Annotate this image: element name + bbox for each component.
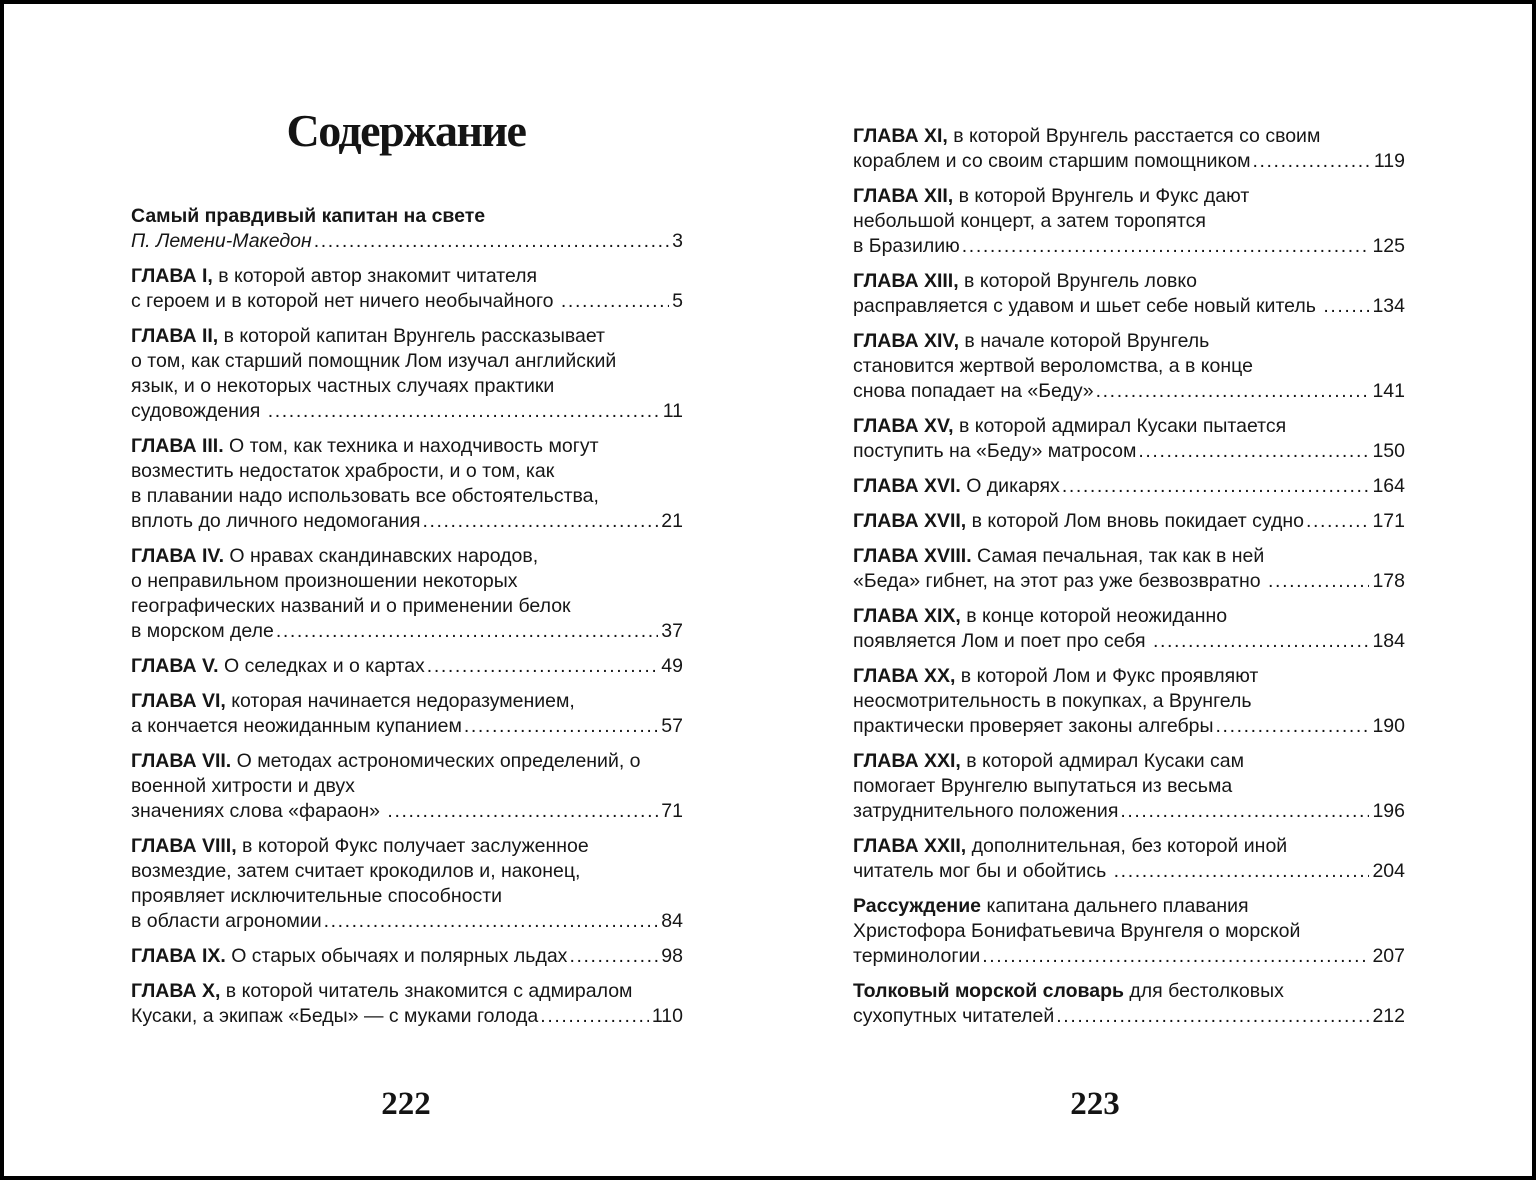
toc-entry bbox=[131, 979, 683, 1029]
toc-page-number: 57 bbox=[661, 715, 683, 737]
toc-line bbox=[853, 509, 1405, 534]
toc-entry-text: возмездие, затем считает крокодилов и, наконец, bbox=[131, 860, 581, 882]
toc-entry-text: в которой капитан Врунгель рассказывает bbox=[218, 325, 605, 347]
toc-line bbox=[131, 434, 683, 459]
toc-line bbox=[853, 414, 1405, 439]
toc-entry-text: кораблем и со своим старшим помощником bbox=[853, 150, 1251, 172]
dot-leader bbox=[274, 619, 658, 644]
toc-entry-text: дополнительная, без которой иной bbox=[966, 835, 1288, 857]
toc-line bbox=[131, 749, 683, 774]
toc-line bbox=[131, 204, 683, 229]
toc-entry-text: Кусаки, а экипаж «Беды» — с муками голода bbox=[131, 1005, 539, 1027]
toc-entry-text: Христофора Бонифатьевича Врунгеля о морской bbox=[853, 920, 1301, 942]
dot-leader bbox=[559, 289, 669, 314]
dot-leader bbox=[1321, 294, 1369, 319]
toc-entry bbox=[853, 124, 1405, 174]
toc-line bbox=[853, 379, 1405, 404]
toc-line bbox=[131, 799, 683, 824]
toc-entry bbox=[853, 604, 1405, 654]
toc-line bbox=[853, 979, 1405, 1004]
toc-entry bbox=[853, 329, 1405, 404]
toc-entry-text: капитана дальнего плавания bbox=[981, 895, 1249, 917]
toc-entry-text: О том, как техника и находчивость могут bbox=[223, 435, 599, 457]
toc-entry-text: возместить недостаток храбрости, и о том, как bbox=[131, 460, 555, 482]
toc-page-number: 98 bbox=[661, 945, 683, 967]
dot-leader bbox=[980, 944, 1369, 969]
toc-line bbox=[853, 234, 1405, 259]
toc-entry-heading: ГЛАВА X, bbox=[131, 980, 221, 1002]
toc-line bbox=[131, 544, 683, 569]
dot-leader bbox=[385, 799, 658, 824]
toc-entry-text: в конце которой неожиданно bbox=[960, 605, 1228, 627]
toc-entry-heading: ГЛАВА XX, bbox=[853, 665, 956, 687]
dot-leader bbox=[266, 399, 660, 424]
toc-page-number: 119 bbox=[1373, 150, 1405, 172]
toc-line bbox=[131, 349, 683, 374]
dot-leader bbox=[312, 229, 669, 254]
toc-page-number: 150 bbox=[1372, 440, 1405, 462]
toc-line bbox=[853, 774, 1405, 799]
right-page-number: 223 bbox=[1070, 1086, 1120, 1122]
toc-page-number: 71 bbox=[661, 800, 683, 822]
toc-entry-text: в которой Врунгель и Фукс дают bbox=[953, 185, 1250, 207]
toc-entry bbox=[131, 689, 683, 739]
toc-entry-text: Самая печальная, так как в ней bbox=[971, 545, 1265, 567]
toc-entry-heading: ГЛАВА XI, bbox=[853, 125, 948, 147]
dot-leader bbox=[1214, 714, 1370, 739]
toc-page-number: 5 bbox=[672, 290, 683, 312]
toc-line bbox=[853, 354, 1405, 379]
toc-page-number: 190 bbox=[1372, 715, 1405, 737]
toc-entry-text: проявляет исключительные способности bbox=[131, 885, 503, 907]
toc-line bbox=[131, 884, 683, 909]
toc-line bbox=[853, 569, 1405, 594]
toc-line bbox=[131, 264, 683, 289]
toc-line bbox=[131, 229, 683, 254]
toc-entry-text: в которой Фукс получает заслуженное bbox=[236, 835, 589, 857]
toc-entry-text: О дикарях bbox=[960, 475, 1060, 497]
toc-entry-heading: ГЛАВА VIII, bbox=[131, 835, 237, 857]
dot-leader bbox=[420, 509, 658, 534]
toc-entry-text: с героем и в которой нет ничего необычайного bbox=[131, 290, 559, 312]
toc-entry bbox=[853, 509, 1405, 534]
toc-entry-heading: ГЛАВА IV. bbox=[131, 545, 224, 567]
toc-entry-heading: ГЛАВА XXI, bbox=[853, 750, 961, 772]
toc-entry-heading: ГЛАВА XIII, bbox=[853, 270, 959, 292]
toc-entry bbox=[131, 324, 683, 424]
toc-line bbox=[853, 604, 1405, 629]
toc-line bbox=[131, 944, 683, 969]
toc-line bbox=[131, 509, 683, 534]
dot-leader bbox=[538, 1004, 649, 1029]
toc-line bbox=[853, 184, 1405, 209]
toc-entry-heading: ГЛАВА II, bbox=[131, 325, 219, 347]
toc-entry-text: небольшой концерт, а затем торопятся bbox=[853, 210, 1206, 232]
toc-entry-text: судовождения bbox=[131, 400, 266, 422]
toc-entry-heading: ГЛАВА XII, bbox=[853, 185, 954, 207]
toc-entry-text: а кончается неожиданным купанием bbox=[131, 715, 462, 737]
toc-entry bbox=[853, 414, 1405, 464]
toc-entry-text: в которой Лом вновь покидает судно bbox=[966, 510, 1304, 532]
toc-entry-text: вплоть до личного недомогания bbox=[131, 510, 421, 532]
left-page-number: 222 bbox=[381, 1086, 431, 1122]
dot-leader bbox=[322, 909, 659, 934]
toc-line bbox=[131, 619, 683, 644]
toc-entry bbox=[853, 834, 1405, 884]
dot-leader bbox=[1136, 439, 1369, 464]
dot-leader bbox=[1304, 509, 1369, 534]
toc-entry-text: в которой Врунгель расстается со своим bbox=[947, 125, 1321, 147]
toc-line bbox=[131, 859, 683, 884]
toc-line bbox=[131, 374, 683, 399]
toc-entry-heading: ГЛАВА III. bbox=[131, 435, 224, 457]
toc-line bbox=[853, 629, 1405, 654]
toc-entry-heading: ГЛАВА IX. bbox=[131, 945, 226, 967]
toc-line bbox=[853, 294, 1405, 319]
toc-entry-text: поступить на «Беду» матросом bbox=[853, 440, 1137, 462]
toc-entry-text: снова попадает на «Беду» bbox=[853, 380, 1094, 402]
toc-entry-text: «Беда» гибнет, на этот раз уже безвозвратно bbox=[853, 570, 1267, 592]
toc-page-number: 141 bbox=[1372, 380, 1405, 402]
toc-page-number: 11 bbox=[662, 400, 683, 422]
toc-line bbox=[853, 269, 1405, 294]
dot-leader bbox=[1094, 379, 1370, 404]
toc-line bbox=[853, 329, 1405, 354]
toc-page-number: 125 bbox=[1372, 235, 1405, 257]
toc-entry-text: в начале которой Врунгель bbox=[959, 330, 1210, 352]
toc-entry bbox=[131, 544, 683, 644]
toc-entry-heading: ГЛАВА XVI. bbox=[853, 475, 961, 497]
toc-line bbox=[853, 664, 1405, 689]
toc-entry-text: для бестолковых bbox=[1123, 980, 1284, 1002]
toc-entry bbox=[131, 749, 683, 824]
toc-entry-text: в которой автор знакомит читателя bbox=[212, 265, 538, 287]
toc-entry-text: затруднительного положения bbox=[853, 800, 1119, 822]
toc-entry-text: в которой Лом и Фукс проявляют bbox=[955, 665, 1259, 687]
toc-entry-text: в области агрономии bbox=[131, 910, 322, 932]
toc-line bbox=[853, 149, 1405, 174]
toc-page-number: 178 bbox=[1372, 570, 1405, 592]
toc-line bbox=[131, 979, 683, 1004]
toc-entry-text: язык, и о некоторых частных случаях практики bbox=[131, 375, 555, 397]
toc-entry-heading: ГЛАВА V. bbox=[131, 655, 219, 677]
toc-entry-heading: ГЛАВА XIX, bbox=[853, 605, 961, 627]
dot-leader bbox=[1251, 149, 1371, 174]
toc-line bbox=[853, 919, 1405, 944]
toc-entry-text: в Бразилию bbox=[853, 235, 960, 257]
dot-leader bbox=[1266, 569, 1369, 594]
toc-line bbox=[131, 654, 683, 679]
toc-entry bbox=[853, 664, 1405, 739]
dot-leader bbox=[1151, 629, 1370, 654]
toc-page-number: 134 bbox=[1372, 295, 1405, 317]
toc-entry bbox=[853, 894, 1405, 969]
toc-page-number: 204 bbox=[1372, 860, 1405, 882]
toc-line bbox=[131, 289, 683, 314]
toc-entry bbox=[131, 434, 683, 534]
toc-page-number: 164 bbox=[1372, 475, 1405, 497]
toc-entry-text: в морском деле bbox=[131, 620, 274, 642]
toc-entry-text: О селедках и о картах bbox=[218, 655, 425, 677]
toc-entry bbox=[853, 474, 1405, 499]
toc-entry-heading: ГЛАВА VII. bbox=[131, 750, 232, 772]
dot-leader bbox=[462, 714, 658, 739]
toc-page-number: 3 bbox=[672, 230, 683, 252]
toc-entry bbox=[853, 269, 1405, 319]
toc-line bbox=[131, 834, 683, 859]
toc-line bbox=[131, 774, 683, 799]
toc-entry-heading: ГЛАВА XVII, bbox=[853, 510, 967, 532]
toc-line bbox=[131, 484, 683, 509]
toc-line bbox=[853, 859, 1405, 884]
toc-line bbox=[853, 439, 1405, 464]
toc-entry-heading: Рассуждение bbox=[853, 895, 982, 917]
toc-entry-text: помогает Врунгелю выпутаться из весьма bbox=[853, 775, 1233, 797]
toc-entry-text: в плавании надо использовать все обстоятельства, bbox=[131, 485, 599, 507]
dot-leader bbox=[425, 654, 659, 679]
toc-page-number: 212 bbox=[1372, 1005, 1405, 1027]
toc-entry bbox=[131, 204, 683, 254]
dot-leader bbox=[1112, 859, 1370, 884]
toc-title: Содержание bbox=[286, 105, 526, 156]
toc-line bbox=[853, 689, 1405, 714]
toc-page-number: 21 bbox=[661, 510, 683, 532]
toc-line bbox=[853, 714, 1405, 739]
toc-line bbox=[853, 894, 1405, 919]
dot-leader bbox=[1054, 1004, 1369, 1029]
toc-entry-text: географических названий и о применении белок bbox=[131, 595, 571, 617]
toc-entry-heading: ГЛАВА XXII, bbox=[853, 835, 967, 857]
toc-entry-text: в которой Врунгель ловко bbox=[958, 270, 1197, 292]
toc-entry-text: появляется Лом и поет про себя bbox=[853, 630, 1151, 652]
toc-page-number: 207 bbox=[1372, 945, 1405, 967]
toc-entry-text: О нравах скандинавских народов, bbox=[224, 545, 539, 567]
toc-entry bbox=[853, 184, 1405, 259]
toc-entry-text: сухопутных читателей bbox=[853, 1005, 1055, 1027]
toc-entry-text: о том, как старший помощник Лом изучал английский bbox=[131, 350, 617, 372]
toc-line bbox=[131, 569, 683, 594]
toc-entry bbox=[853, 979, 1405, 1029]
toc-page-number: 110 bbox=[651, 1005, 683, 1027]
toc-entry-text: которая начинается недоразумением, bbox=[225, 690, 575, 712]
left-page-toc-list bbox=[131, 204, 683, 1039]
toc-page-number: 171 bbox=[1372, 510, 1405, 532]
toc-entry-text: расправляется с удавом и шьет себе новый китель bbox=[853, 295, 1322, 317]
toc-entry-author: П. Лемени-Македон bbox=[131, 230, 312, 252]
toc-entry bbox=[131, 944, 683, 969]
toc-line bbox=[131, 714, 683, 739]
toc-entry-heading: ГЛАВА XIV, bbox=[853, 330, 960, 352]
toc-entry-text: О методах астрономических определений, о bbox=[231, 750, 641, 772]
toc-entry-text: терминологии bbox=[853, 945, 981, 967]
dot-leader bbox=[960, 234, 1370, 259]
toc-line bbox=[853, 124, 1405, 149]
toc-line bbox=[853, 544, 1405, 569]
toc-page-number: 184 bbox=[1372, 630, 1405, 652]
toc-page-number: 37 bbox=[661, 620, 683, 642]
right-page-toc-list bbox=[853, 124, 1405, 1039]
toc-entry-text: в которой адмирал Кусаки сам bbox=[960, 750, 1245, 772]
toc-entry-heading: ГЛАВА I, bbox=[131, 265, 213, 287]
toc-entry-heading: ГЛАВА XV, bbox=[853, 415, 954, 437]
toc-line bbox=[853, 749, 1405, 774]
toc-entry bbox=[853, 749, 1405, 824]
toc-entry-text: практически проверяет законы алгебры bbox=[853, 715, 1214, 737]
toc-entry-text: военной хитрости и двух bbox=[131, 775, 355, 797]
toc-line bbox=[853, 1004, 1405, 1029]
toc-entry-heading: ГЛАВА VI, bbox=[131, 690, 226, 712]
toc-line bbox=[131, 689, 683, 714]
toc-line bbox=[853, 834, 1405, 859]
dot-leader bbox=[1060, 474, 1370, 499]
toc-page-number: 49 bbox=[661, 655, 683, 677]
toc-entry bbox=[131, 834, 683, 934]
toc-entry-heading: Самый правдивый капитан на свете bbox=[131, 205, 486, 227]
toc-entry-text: в которой читатель знакомится с адмиралом bbox=[220, 980, 633, 1002]
toc-line bbox=[131, 459, 683, 484]
toc-entry-text: становится жертвой вероломства, а в конце bbox=[853, 355, 1253, 377]
toc-entry-text: значениях слова «фараон» bbox=[131, 800, 386, 822]
toc-line bbox=[131, 324, 683, 349]
toc-line bbox=[853, 944, 1405, 969]
toc-page-number: 196 bbox=[1372, 800, 1405, 822]
toc-line bbox=[131, 909, 683, 934]
toc-line bbox=[853, 799, 1405, 824]
toc-entry-text: читатель мог бы и обойтись bbox=[853, 860, 1112, 882]
toc-line bbox=[131, 1004, 683, 1029]
dot-leader bbox=[567, 944, 658, 969]
toc-entry bbox=[853, 544, 1405, 594]
dot-leader bbox=[1118, 799, 1369, 824]
toc-entry-text: О старых обычаях и полярных льдах bbox=[225, 945, 568, 967]
toc-entry bbox=[131, 264, 683, 314]
toc-entry bbox=[131, 654, 683, 679]
toc-entry-text: о неправильном произношении некоторых bbox=[131, 570, 518, 592]
toc-entry-text: неосмотрительность в покупках, а Врунгель bbox=[853, 690, 1252, 712]
toc-line bbox=[853, 474, 1405, 499]
toc-line bbox=[131, 399, 683, 424]
toc-entry-heading: ГЛАВА XVIII. bbox=[853, 545, 972, 567]
toc-line bbox=[853, 209, 1405, 234]
toc-entry-heading: Толковый морской словарь bbox=[853, 980, 1124, 1002]
toc-page-number: 84 bbox=[661, 910, 683, 932]
toc-entry-text: в которой адмирал Кусаки пытается bbox=[953, 415, 1287, 437]
toc-line bbox=[131, 594, 683, 619]
